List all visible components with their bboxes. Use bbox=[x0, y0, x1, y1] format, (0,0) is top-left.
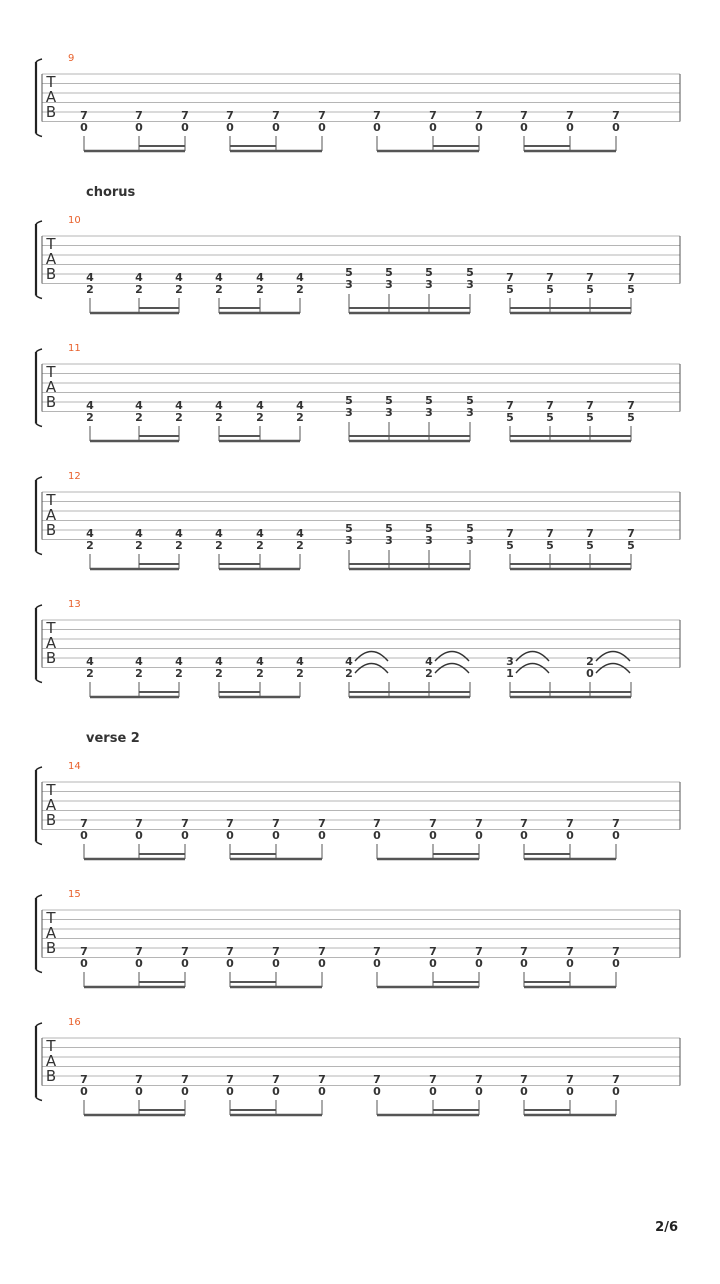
fret-number: 0 bbox=[135, 1085, 143, 1098]
measure-number: 11 bbox=[68, 343, 81, 354]
fret-number: 4 bbox=[256, 655, 264, 668]
fret-number: 4 bbox=[215, 527, 223, 540]
fret-number: 4 bbox=[215, 399, 223, 412]
tab-system bbox=[36, 1017, 680, 1115]
fret-number: 4 bbox=[215, 655, 223, 668]
tab-clef-letter-b: B bbox=[45, 649, 57, 667]
fret-number: 2 bbox=[86, 539, 94, 552]
fret-number: 4 bbox=[296, 527, 304, 540]
bracket-bottom-hook bbox=[36, 296, 42, 299]
fret-number: 7 bbox=[506, 527, 514, 540]
tab-clef-letter-t: T bbox=[46, 235, 56, 253]
fret-number: 5 bbox=[466, 394, 474, 407]
fret-number: 5 bbox=[546, 283, 554, 296]
fret-number: 2 bbox=[345, 667, 353, 680]
tie-arc bbox=[516, 652, 549, 662]
tab-clef-letter-b: B bbox=[45, 939, 57, 957]
fret-number: 2 bbox=[425, 667, 433, 680]
fret-number: 5 bbox=[586, 411, 594, 424]
fret-number: 4 bbox=[86, 527, 94, 540]
fret-number: 0 bbox=[272, 121, 280, 134]
fret-number: 7 bbox=[135, 109, 143, 122]
fret-number: 7 bbox=[181, 817, 189, 830]
fret-number: 7 bbox=[318, 817, 326, 830]
fret-number: 4 bbox=[296, 271, 304, 284]
fret-number: 2 bbox=[296, 283, 304, 296]
fret-number: 0 bbox=[272, 957, 280, 970]
fret-number: 2 bbox=[135, 411, 143, 424]
fret-number: 7 bbox=[226, 945, 234, 958]
tab-system bbox=[36, 599, 680, 697]
fret-number: 0 bbox=[80, 829, 88, 842]
fret-number: 0 bbox=[520, 957, 528, 970]
tab-clef-letter-t: T bbox=[46, 73, 56, 91]
measure-number: 15 bbox=[68, 889, 81, 900]
fret-number: 5 bbox=[345, 522, 353, 535]
fret-number: 7 bbox=[586, 271, 594, 284]
tab-clef-letter-b: B bbox=[45, 393, 57, 411]
fret-number: 7 bbox=[226, 109, 234, 122]
fret-number: 5 bbox=[627, 411, 635, 424]
fret-number: 4 bbox=[296, 399, 304, 412]
bracket-bottom-hook bbox=[36, 552, 42, 555]
fret-number: 2 bbox=[256, 667, 264, 680]
fret-number: 3 bbox=[345, 406, 353, 419]
fret-number: 5 bbox=[385, 394, 393, 407]
fret-number: 1 bbox=[506, 667, 514, 680]
fret-number: 4 bbox=[175, 399, 183, 412]
fret-number: 2 bbox=[135, 667, 143, 680]
fret-number: 7 bbox=[272, 945, 280, 958]
fret-number: 4 bbox=[345, 655, 353, 668]
fret-number: 7 bbox=[318, 1073, 326, 1086]
fret-number: 7 bbox=[546, 527, 554, 540]
fret-number: 0 bbox=[429, 121, 437, 134]
fret-number: 0 bbox=[475, 121, 483, 134]
measure-number: 14 bbox=[68, 761, 81, 772]
fret-number: 7 bbox=[506, 399, 514, 412]
fret-number: 2 bbox=[175, 411, 183, 424]
fret-number: 7 bbox=[612, 1073, 620, 1086]
tab-clef-letter-a: A bbox=[45, 250, 57, 268]
fret-number: 3 bbox=[345, 278, 353, 291]
fret-number: 2 bbox=[135, 539, 143, 552]
fret-number: 5 bbox=[506, 411, 514, 424]
fret-number: 0 bbox=[566, 121, 574, 134]
fret-number: 7 bbox=[612, 945, 620, 958]
fret-number: 0 bbox=[373, 957, 381, 970]
fret-number: 5 bbox=[546, 539, 554, 552]
tab-clef-letter-a: A bbox=[45, 634, 57, 652]
fret-number: 5 bbox=[425, 394, 433, 407]
fret-number: 0 bbox=[272, 1085, 280, 1098]
fret-number: 3 bbox=[506, 655, 514, 668]
fret-number: 0 bbox=[318, 121, 326, 134]
fret-number: 2 bbox=[256, 411, 264, 424]
fret-number: 4 bbox=[215, 271, 223, 284]
fret-number: 3 bbox=[385, 406, 393, 419]
fret-number: 7 bbox=[80, 1073, 88, 1086]
fret-number: 0 bbox=[586, 667, 594, 680]
fret-number: 7 bbox=[226, 817, 234, 830]
fret-number: 3 bbox=[466, 406, 474, 419]
fret-number: 0 bbox=[181, 829, 189, 842]
fret-number: 5 bbox=[345, 394, 353, 407]
fret-number: 0 bbox=[135, 121, 143, 134]
fret-number: 4 bbox=[86, 399, 94, 412]
tab-clef-letter-t: T bbox=[46, 491, 56, 509]
fret-number: 4 bbox=[86, 271, 94, 284]
fret-number: 5 bbox=[466, 522, 474, 535]
fret-number: 5 bbox=[506, 539, 514, 552]
fret-number: 0 bbox=[612, 829, 620, 842]
fret-number: 3 bbox=[425, 278, 433, 291]
tab-system bbox=[36, 731, 680, 859]
section-label: chorus bbox=[86, 185, 136, 200]
fret-number: 0 bbox=[520, 1085, 528, 1098]
fret-number: 0 bbox=[429, 1085, 437, 1098]
tab-clef-letter-t: T bbox=[46, 1037, 56, 1055]
tab-clef-letter-a: A bbox=[45, 506, 57, 524]
fret-number: 7 bbox=[566, 945, 574, 958]
fret-number: 4 bbox=[256, 399, 264, 412]
fret-number: 5 bbox=[506, 283, 514, 296]
fret-number: 4 bbox=[175, 655, 183, 668]
fret-number: 2 bbox=[86, 667, 94, 680]
bracket-top-hook bbox=[36, 605, 42, 608]
bracket-top-hook bbox=[36, 477, 42, 480]
fret-number: 0 bbox=[475, 1085, 483, 1098]
bracket-top-hook bbox=[36, 1023, 42, 1026]
tie-arc bbox=[435, 652, 469, 662]
tab-system bbox=[36, 889, 680, 987]
fret-number: 4 bbox=[135, 271, 143, 284]
fret-number: 0 bbox=[373, 121, 381, 134]
tie-arc bbox=[435, 664, 469, 674]
fret-number: 3 bbox=[385, 534, 393, 547]
fret-number: 5 bbox=[546, 411, 554, 424]
fret-number: 0 bbox=[566, 957, 574, 970]
fret-number: 0 bbox=[566, 1085, 574, 1098]
measure-number: 13 bbox=[68, 599, 81, 610]
fret-number: 7 bbox=[135, 945, 143, 958]
fret-number: 4 bbox=[86, 655, 94, 668]
fret-number: 0 bbox=[272, 829, 280, 842]
fret-number: 7 bbox=[627, 527, 635, 540]
fret-number: 0 bbox=[520, 829, 528, 842]
fret-number: 7 bbox=[520, 945, 528, 958]
fret-number: 7 bbox=[586, 399, 594, 412]
tab-clef-letter-t: T bbox=[46, 781, 56, 799]
fret-number: 7 bbox=[612, 109, 620, 122]
fret-number: 3 bbox=[425, 534, 433, 547]
tie-arc bbox=[596, 652, 630, 662]
tie-arc bbox=[516, 664, 549, 674]
fret-number: 7 bbox=[272, 1073, 280, 1086]
fret-number: 4 bbox=[256, 527, 264, 540]
fret-number: 7 bbox=[566, 1073, 574, 1086]
fret-number: 0 bbox=[475, 829, 483, 842]
fret-number: 7 bbox=[318, 109, 326, 122]
fret-number: 7 bbox=[373, 945, 381, 958]
bracket-top-hook bbox=[36, 349, 42, 352]
fret-number: 4 bbox=[175, 271, 183, 284]
fret-number: 0 bbox=[135, 829, 143, 842]
tie-arc bbox=[355, 652, 388, 662]
page-number: 2/6 bbox=[655, 1220, 678, 1235]
fret-number: 2 bbox=[296, 411, 304, 424]
fret-number: 3 bbox=[466, 278, 474, 291]
fret-number: 7 bbox=[520, 817, 528, 830]
fret-number: 5 bbox=[425, 266, 433, 279]
fret-number: 0 bbox=[318, 829, 326, 842]
fret-number: 0 bbox=[80, 1085, 88, 1098]
fret-number: 7 bbox=[429, 817, 437, 830]
bracket-bottom-hook bbox=[36, 680, 42, 683]
fret-number: 0 bbox=[181, 957, 189, 970]
fret-number: 7 bbox=[627, 271, 635, 284]
fret-number: 0 bbox=[80, 957, 88, 970]
bracket-bottom-hook bbox=[36, 1098, 42, 1101]
fret-number: 3 bbox=[385, 278, 393, 291]
fret-number: 2 bbox=[586, 655, 594, 668]
tab-system bbox=[36, 343, 680, 441]
fret-number: 7 bbox=[80, 945, 88, 958]
bracket-top-hook bbox=[36, 59, 42, 62]
fret-number: 7 bbox=[520, 109, 528, 122]
fret-number: 7 bbox=[546, 399, 554, 412]
tab-clef-letter-a: A bbox=[45, 88, 57, 106]
fret-number: 2 bbox=[256, 283, 264, 296]
measure-number: 12 bbox=[68, 471, 81, 482]
fret-number: 7 bbox=[520, 1073, 528, 1086]
bracket-top-hook bbox=[36, 221, 42, 224]
fret-number: 4 bbox=[425, 655, 433, 668]
tab-clef-letter-a: A bbox=[45, 378, 57, 396]
fret-number: 7 bbox=[546, 271, 554, 284]
tab-system bbox=[36, 471, 680, 569]
fret-number: 5 bbox=[385, 266, 393, 279]
bracket-bottom-hook bbox=[36, 424, 42, 427]
fret-number: 7 bbox=[318, 945, 326, 958]
fret-number: 7 bbox=[272, 817, 280, 830]
tab-clef-letter-a: A bbox=[45, 1052, 57, 1070]
fret-number: 0 bbox=[226, 829, 234, 842]
fret-number: 2 bbox=[175, 539, 183, 552]
tab-clef-letter-b: B bbox=[45, 811, 57, 829]
bracket-bottom-hook bbox=[36, 842, 42, 845]
fret-number: 0 bbox=[429, 957, 437, 970]
fret-number: 7 bbox=[429, 109, 437, 122]
tab-system bbox=[36, 53, 680, 151]
fret-number: 0 bbox=[181, 121, 189, 134]
fret-number: 2 bbox=[215, 283, 223, 296]
fret-number: 7 bbox=[181, 109, 189, 122]
fret-number: 2 bbox=[215, 539, 223, 552]
fret-number: 0 bbox=[373, 1085, 381, 1098]
fret-number: 7 bbox=[506, 271, 514, 284]
measure-number: 10 bbox=[68, 215, 81, 226]
fret-number: 3 bbox=[466, 534, 474, 547]
fret-number: 5 bbox=[586, 283, 594, 296]
bracket-top-hook bbox=[36, 895, 42, 898]
fret-number: 2 bbox=[215, 411, 223, 424]
fret-number: 0 bbox=[226, 1085, 234, 1098]
fret-number: 7 bbox=[475, 945, 483, 958]
fret-number: 0 bbox=[566, 829, 574, 842]
tab-clef-letter-b: B bbox=[45, 265, 57, 283]
tab-clef-letter-b: B bbox=[45, 521, 57, 539]
fret-number: 0 bbox=[318, 1085, 326, 1098]
fret-number: 4 bbox=[256, 271, 264, 284]
fret-number: 7 bbox=[272, 109, 280, 122]
tab-clef-letter-b: B bbox=[45, 1067, 57, 1085]
fret-number: 5 bbox=[586, 539, 594, 552]
fret-number: 5 bbox=[627, 283, 635, 296]
fret-number: 0 bbox=[226, 957, 234, 970]
fret-number: 2 bbox=[135, 283, 143, 296]
fret-number: 0 bbox=[318, 957, 326, 970]
fret-number: 4 bbox=[296, 655, 304, 668]
measure-number: 9 bbox=[68, 53, 75, 64]
fret-number: 2 bbox=[215, 667, 223, 680]
fret-number: 0 bbox=[80, 121, 88, 134]
fret-number: 7 bbox=[373, 109, 381, 122]
fret-number: 4 bbox=[175, 527, 183, 540]
fret-number: 7 bbox=[475, 817, 483, 830]
tab-clef-letter-t: T bbox=[46, 363, 56, 381]
fret-number: 7 bbox=[135, 1073, 143, 1086]
bracket-top-hook bbox=[36, 767, 42, 770]
bracket-bottom-hook bbox=[36, 134, 42, 137]
fret-number: 7 bbox=[135, 817, 143, 830]
fret-number: 7 bbox=[475, 1073, 483, 1086]
fret-number: 0 bbox=[475, 957, 483, 970]
fret-number: 2 bbox=[86, 283, 94, 296]
fret-number: 7 bbox=[627, 399, 635, 412]
fret-number: 7 bbox=[80, 109, 88, 122]
tab-clef-letter-b: B bbox=[45, 103, 57, 121]
fret-number: 7 bbox=[373, 817, 381, 830]
fret-number: 5 bbox=[385, 522, 393, 535]
fret-number: 0 bbox=[226, 121, 234, 134]
fret-number: 2 bbox=[256, 539, 264, 552]
section-label: verse 2 bbox=[86, 731, 140, 746]
fret-number: 2 bbox=[296, 539, 304, 552]
fret-number: 2 bbox=[175, 667, 183, 680]
fret-number: 7 bbox=[80, 817, 88, 830]
fret-number: 7 bbox=[586, 527, 594, 540]
fret-number: 7 bbox=[181, 945, 189, 958]
fret-number: 4 bbox=[135, 399, 143, 412]
fret-number: 5 bbox=[627, 539, 635, 552]
fret-number: 7 bbox=[373, 1073, 381, 1086]
fret-number: 2 bbox=[175, 283, 183, 296]
fret-number: 7 bbox=[429, 1073, 437, 1086]
fret-number: 3 bbox=[345, 534, 353, 547]
fret-number: 5 bbox=[345, 266, 353, 279]
fret-number: 2 bbox=[86, 411, 94, 424]
tab-clef-letter-t: T bbox=[46, 619, 56, 637]
fret-number: 5 bbox=[425, 522, 433, 535]
fret-number: 0 bbox=[612, 121, 620, 134]
fret-number: 7 bbox=[475, 109, 483, 122]
fret-number: 2 bbox=[296, 667, 304, 680]
tie-arc bbox=[596, 664, 630, 674]
fret-number: 0 bbox=[612, 1085, 620, 1098]
fret-number: 7 bbox=[181, 1073, 189, 1086]
tab-clef-letter-t: T bbox=[46, 909, 56, 927]
fret-number: 0 bbox=[373, 829, 381, 842]
fret-number: 4 bbox=[135, 527, 143, 540]
fret-number: 0 bbox=[135, 957, 143, 970]
fret-number: 7 bbox=[566, 109, 574, 122]
fret-number: 5 bbox=[466, 266, 474, 279]
tab-system bbox=[36, 185, 680, 313]
bracket-bottom-hook bbox=[36, 970, 42, 973]
fret-number: 4 bbox=[135, 655, 143, 668]
fret-number: 7 bbox=[612, 817, 620, 830]
fret-number: 0 bbox=[612, 957, 620, 970]
tab-clef-letter-a: A bbox=[45, 796, 57, 814]
fret-number: 0 bbox=[181, 1085, 189, 1098]
fret-number: 7 bbox=[429, 945, 437, 958]
fret-number: 3 bbox=[425, 406, 433, 419]
fret-number: 0 bbox=[520, 121, 528, 134]
fret-number: 0 bbox=[429, 829, 437, 842]
fret-number: 7 bbox=[566, 817, 574, 830]
tab-clef-letter-a: A bbox=[45, 924, 57, 942]
fret-number: 7 bbox=[226, 1073, 234, 1086]
measure-number: 16 bbox=[68, 1017, 81, 1028]
tie-arc bbox=[355, 664, 388, 674]
